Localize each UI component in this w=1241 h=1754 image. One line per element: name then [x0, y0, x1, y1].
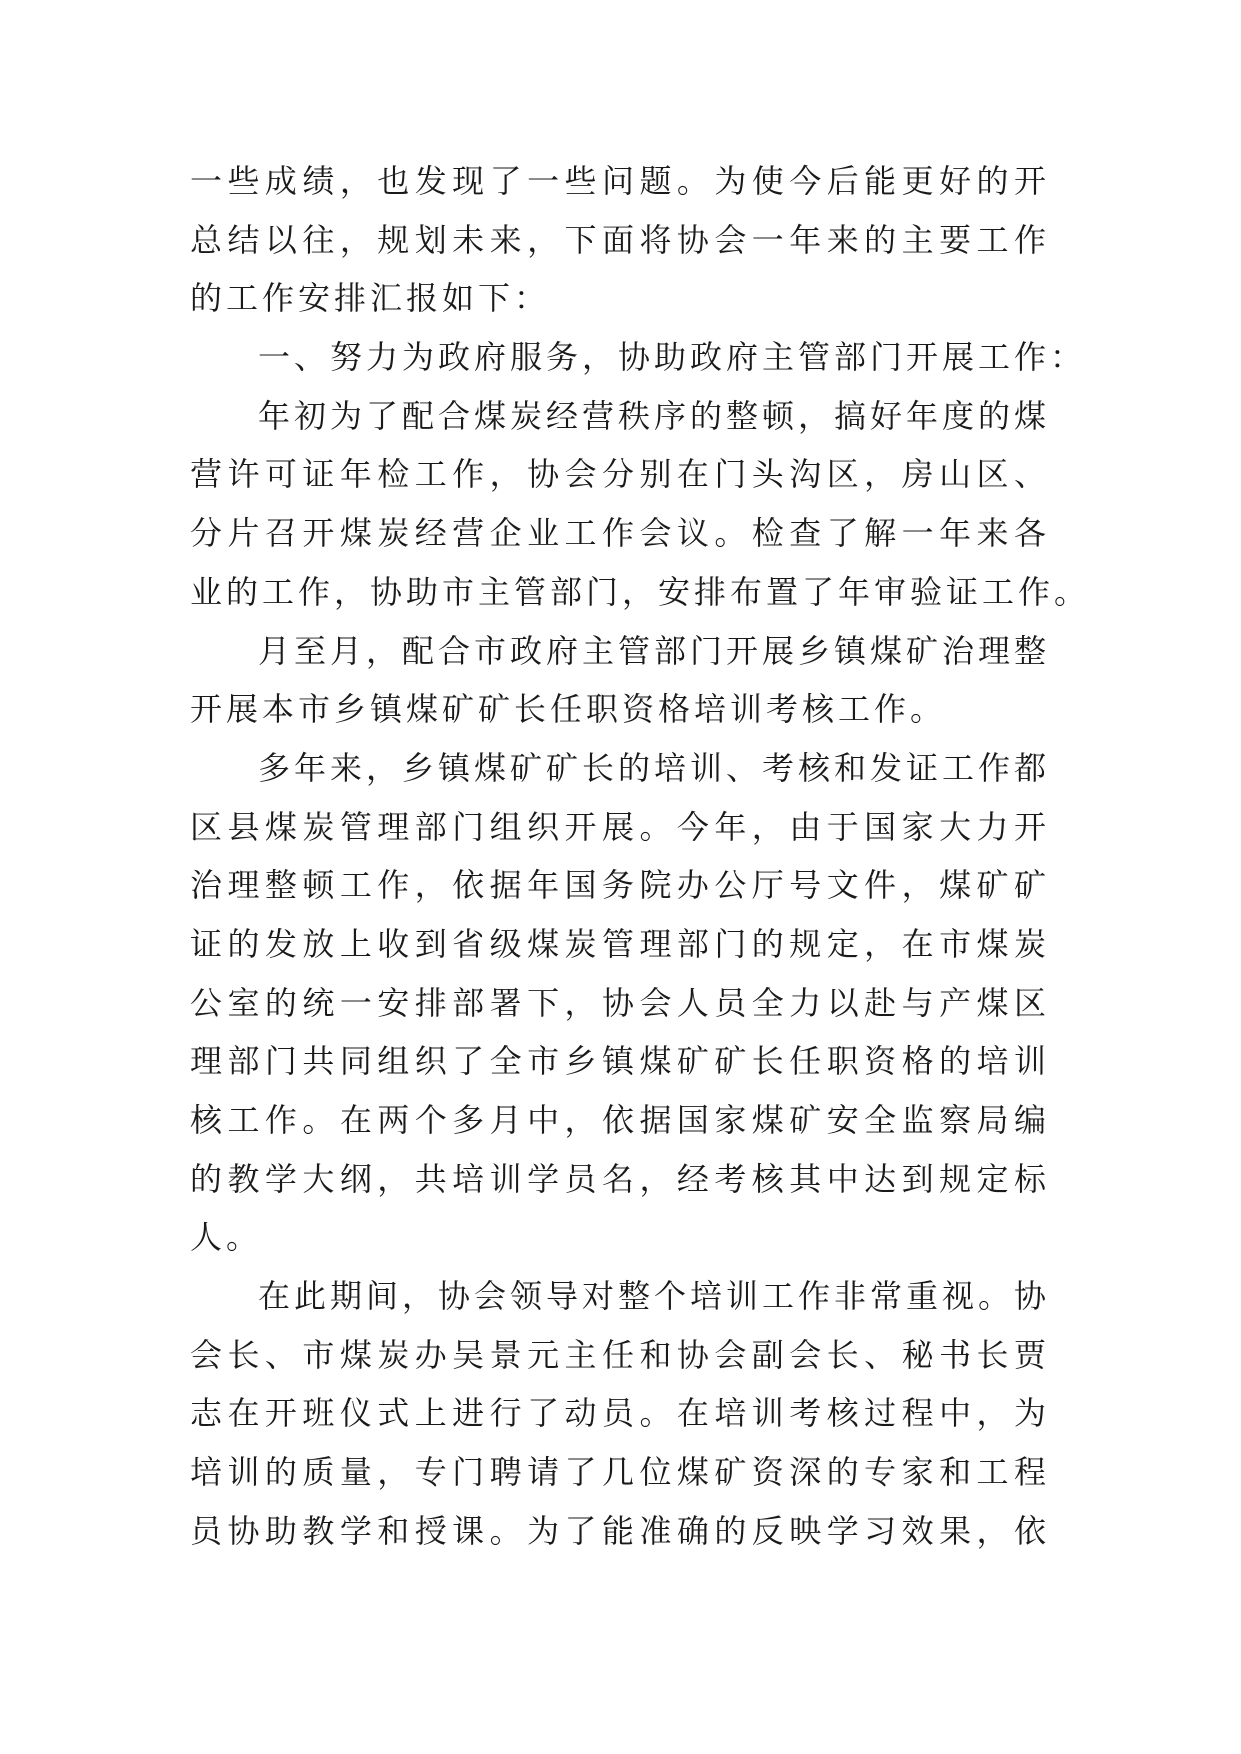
text-line: 的工作安排汇报如下： [190, 279, 551, 318]
text-line: 业的工作，协助市主管部门，安排布置了年审验证工作。 [190, 572, 1091, 611]
text-line: 志在开班仪式上进行了动员。在培训考核过程中，为 [190, 1394, 1050, 1433]
text-line: 营许可证年检工作，协会分别在门头沟区，房山区、 [190, 455, 1050, 494]
text-line: 理部门共同组织了全市乡镇煤矿矿长任职资格的培训 [190, 1042, 1050, 1081]
text-line: 月至月，配合市政府主管部门开展乡镇煤矿治理整 [258, 631, 1050, 670]
text-line: 区县煤炭管理部门组织开展。今年，由于国家大力开 [190, 807, 1050, 846]
text-line: 多年来，乡镇煤矿矿长的培训、考核和发证工作都 [258, 748, 1050, 787]
text-line: 在此期间，协会领导对整个培训工作非常重视。协 [258, 1277, 1050, 1316]
text-line: 会长、市煤炭办吴景元主任和协会副会长、秘书长贾 [190, 1335, 1050, 1374]
text-line: 治理整顿工作，依据年国务院办公厅号文件，煤矿矿 [190, 866, 1050, 905]
text-line: 开展本市乡镇煤矿矿长任职资格培训考核工作。 [190, 690, 947, 729]
text-line: 核工作。在两个多月中，依据国家煤矿安全监察局编 [190, 1101, 1050, 1139]
text-line: 年初为了配合煤炭经营秩序的整顿，搞好年度的煤 [258, 396, 1050, 435]
text-line: 一、努力为政府服务，协助政府主管部门开展工作： [258, 338, 1087, 377]
text-line: 一些成绩，也发现了一些问题。为使今后能更好的开 [190, 162, 1050, 200]
text-line: 分片召开煤炭经营企业工作会议。检查了解一年来各 [190, 514, 1050, 553]
text-line: 员协助教学和授课。为了能准确的反映学习效果，依 [190, 1511, 1050, 1550]
text-line: 总结以往，规划未来，下面将协会一年来的主要工作 [190, 220, 1050, 259]
text-line: 证的发放上收到省级煤炭管理部门的规定，在市煤炭 [190, 924, 1050, 963]
text-line: 公室的统一安排部署下，协会人员全力以赴与产煤区 [190, 983, 1050, 1022]
document-body [190, 152, 1091, 1561]
text-line: 的教学大纲，共培训学员名，经考核其中达到规定标 [190, 1159, 1050, 1198]
text-line: 培训的质量，专门聘请了几位煤矿资深的专家和工程 [190, 1453, 1050, 1492]
text-line: 人。 [190, 1218, 263, 1257]
